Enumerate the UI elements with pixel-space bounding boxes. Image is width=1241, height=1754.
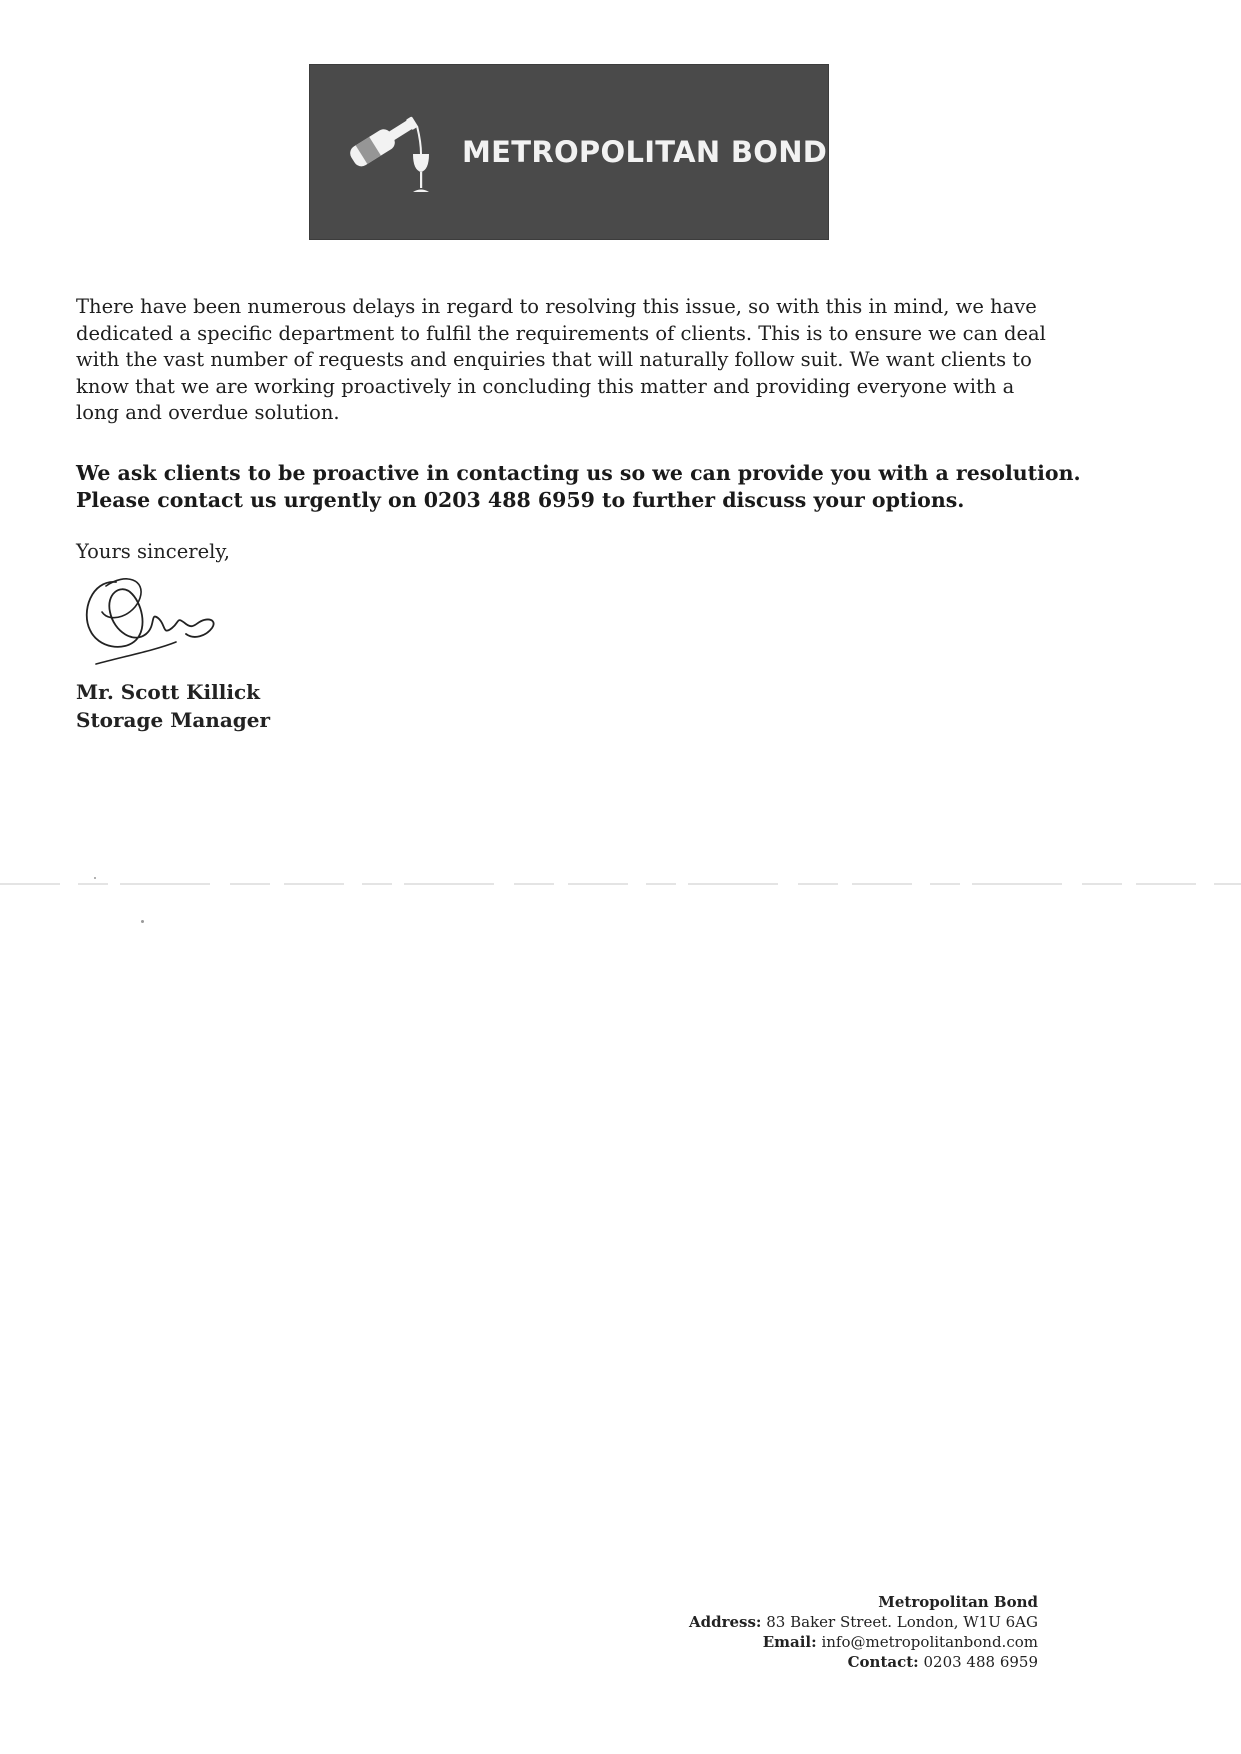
footer-email-label: Email: <box>762 1633 817 1651</box>
logo-banner <box>309 64 829 240</box>
wine-bottle-and-glass-icon <box>345 108 437 202</box>
paragraph-line: There have been numerous delays in regard to resolving this issue, so with this in mind, we have <box>76 295 1037 318</box>
paper-fold-line <box>0 883 1241 885</box>
letter-paragraph-2 <box>76 460 1096 514</box>
scan-speck <box>94 877 96 879</box>
paragraph-line: We ask clients to be proactive in contacting us so we can provide you with a resolution. <box>76 461 1081 485</box>
footer-address-value: 83 Baker Street. London, W1U 6AG <box>766 1613 1038 1631</box>
signer-title: Storage Manager <box>76 708 271 732</box>
letter-paragraph-1 <box>76 294 1061 427</box>
footer-email-value: info@metropolitanbond.com <box>821 1633 1038 1651</box>
footer-contact-label: Contact: <box>847 1653 919 1671</box>
paragraph-line: long and overdue solution. <box>76 401 340 424</box>
signer-block <box>76 678 270 734</box>
paragraph-line: with the vast number of requests and enquiries that will naturally follow suit. We want clients to <box>76 348 1032 371</box>
footer-company: Metropolitan Bond <box>878 1593 1038 1611</box>
paragraph-line: dedicated a specific department to fulfil the requirements of clients. This is to ensure we can deal <box>76 321 1046 345</box>
paragraph-line: know that we are working proactively in concluding this matter and providing everyone with a <box>76 374 1015 398</box>
footer-address <box>689 1612 1038 1632</box>
footer-email <box>689 1632 1038 1652</box>
scan-speck <box>141 920 144 923</box>
closing-salutation: Yours sincerely, <box>76 540 230 563</box>
footer-contact-value: 0203 488 6959 <box>923 1653 1038 1671</box>
signer-name: Mr. Scott Killick <box>76 680 260 704</box>
footer-contact <box>689 1652 1038 1672</box>
logo-text: METROPOLITAN BOND <box>462 135 828 169</box>
footer-contact-block <box>689 1592 1038 1672</box>
footer-address-label: Address: <box>688 1613 762 1631</box>
handwritten-signature <box>76 572 226 672</box>
paragraph-line: Please contact us urgently on 0203 488 6959 to further discuss your options. <box>76 488 965 512</box>
